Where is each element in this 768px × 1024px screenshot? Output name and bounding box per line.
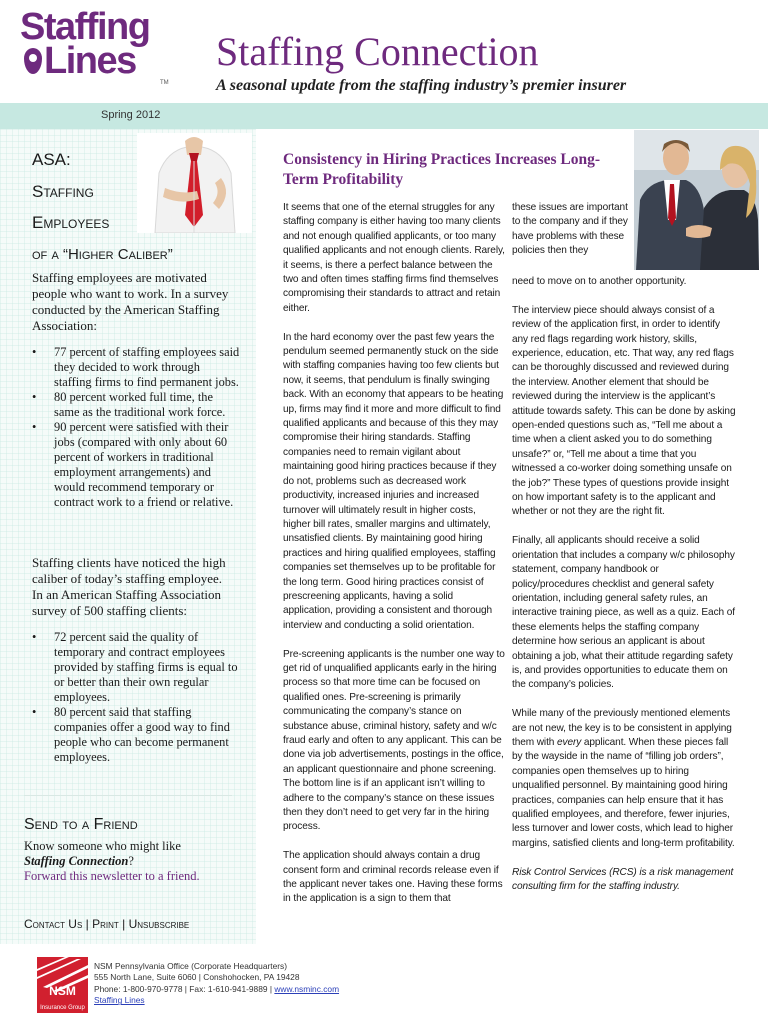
send-line-2 — [24, 854, 239, 869]
employee-stats-list — [32, 345, 240, 510]
logo-line-1: Staffing — [20, 6, 150, 48]
paragraph-part: While many of the previously mentioned elements are not new, the key is to be consistent in applying them with — [512, 708, 732, 748]
sidebar-intro: Staffing employees are motivated people who want to work. In a survey conducted by the American Staffing Association: — [32, 270, 229, 333]
article-column-2-wrap: these issues are important to the company and if they have problems with these policies then they — [512, 202, 628, 257]
footer-address — [94, 961, 339, 1007]
newsletter-subtitle: A seasonal update from the staffing industry’s premier insurer — [216, 77, 627, 94]
link-separator: | — [122, 917, 126, 931]
send-line-1: Know someone who might like — [24, 839, 181, 853]
article-column-1 — [283, 201, 505, 907]
emphasis: every — [557, 736, 582, 748]
paragraph-part: applicant. When these pieces fall by the wayside in the name of “filling job orders”, companies open themselves up to hiring unqualified personnel. By maintaining good hiring practices, companies can help ensure that it has qualified employees, and therefore, fewer injuries, less turnover and lower costs, which lead to higher margins, satisfied clients and long-term profitability. — [512, 736, 735, 849]
sidebar-heading-line-2: Staffing — [32, 182, 94, 201]
article-paragraph — [512, 707, 736, 851]
man-red-tie-illustration — [137, 133, 252, 233]
newsletter-name: Staffing Connection — [24, 854, 129, 868]
author-note: Risk Control Services (RCS) is a risk management consulting firm for the staffing industry. — [512, 866, 734, 892]
article-paragraph: In the hard economy over the past few years the pendulum seemed permanently stuck on the side with staffing companies having too few clients but now, it seems, that pendulum is finally swinging back. With an economy that appears to be heating up, firms may find it more and more difficult to find qualified applicants and because of this they may compromise their hiring standards. Staffing companies need to remain vigilant about maintaining good hiring practices because if they do not, problems such as decreased work productivity, increased injuries and increased turnover will ultimately result in higher costs, higher bill rates, smaller margins and ultimately, unsatisfied clients. By maintaining good hiring practices and hiring qualified employees, staffing companies set themselves up to be profitable for the long term. Good hiring practices consist of prescreening applicants, having a solid application, providing a consistent and thorough interview and conducting a solid orientation. — [283, 331, 504, 631]
send-to-friend-text — [24, 839, 239, 884]
list-item: • 90 percent were satisfied with their jobs (compared with only about 60 percent of workers in traditional employment arrangements) and would recommend temporary or contract work to a friend or relative. — [32, 420, 240, 510]
forward-newsletter-link[interactable]: Forward this newsletter to a friend. — [24, 869, 200, 883]
list-item: • 80 percent said that staffing companies offer a good way to find people who can become permanent employees. — [32, 705, 240, 765]
article-paragraph: The interview piece should always consist of a review of the application first, in order to identify any red flags regarding work history, skills, experience, education, etc. That way, any red flags can be thoroughly discussed and reviewed during the interview. Another element that should be reviewed during the interview is the applicant’s attitude towards safety. This can be done by asking open-ended questions such as, “Tell me about a time when a client asked you to do something unsafe?” or, “Tell me about a time that you witnessed a co-worker doing something unsafe on the job?” These types of questions provide insight on how important safety is to the applicant and whether or not they are the right fit. — [512, 304, 736, 518]
contact-us-link[interactable]: Contact Us — [24, 917, 83, 931]
article-paragraph: The application should always contain a drug consent form and criminal records release even if the applicant never takes one. Having these forms in the application is a sign to them that — [283, 850, 503, 905]
sidebar-clients-intro: Staffing clients have noticed the high caliber of today’s staffing employee. In an American Staffing Association survey of 500 staffing clients: — [32, 555, 226, 618]
phone-fax: Phone: 1-800-970-9778 | Fax: 1-610-941-9889 | — [94, 983, 275, 994]
article-paragraph: Pre-screening applicants is the number one way to get rid of unqualified applicants early in the hiring process so that more time can be focused on qualified ones. Pre-screening is primarily communicating the company’s stance on substance abuse, criminal history, safety and w/c fraud early and often to any applicant. This can be done via job advertisements, postings in the office, an applicant questionnaire and phone screening. The bottom line is if an applicant isn’t willing to adhere to the company’s stance on these issues then they don’t need to get very far in the hiring process. — [283, 648, 505, 833]
link-separator: | — [85, 917, 89, 931]
newsletter-title: Staffing Connection — [216, 29, 539, 74]
unsubscribe-link[interactable]: Unsubscribe — [128, 917, 190, 931]
staffing-lines-logo[interactable] — [20, 6, 180, 90]
sidebar-heading-line-3: Employees — [32, 213, 110, 232]
list-item: • 72 percent said the quality of temporary and contract employees provided by staffing firms is equal to or better than their own regular employees. — [32, 630, 240, 705]
footer-links — [24, 917, 189, 931]
handshake-illustration — [634, 130, 759, 270]
send-question-mark: ? — [128, 854, 134, 868]
nsm-logo-text: NSM — [49, 984, 76, 998]
client-stats-list — [32, 630, 240, 765]
send-to-friend-heading: Send to a Friend — [24, 816, 138, 833]
logo-line-2-text: Lines — [44, 40, 136, 82]
article-paragraph: Finally, all applicants should receive a solid orientation that includes a company w/c philosophy statement, company handbook or policy/procedures checklist and general safety orientation, including general safety rules, an interactive training piece, as well as a quiz. Each of these elements helps the staffing company determine how serious an applicant is about obtaining a job, what their attitude regarding safety is, and provides opportunities to educate them on the company’s policies. — [512, 535, 735, 691]
website-link[interactable]: www.nsminc.com — [274, 983, 340, 994]
sidebar-heading-line-4: of a “Higher Caliber” — [32, 246, 173, 263]
logo-trademark: TM — [160, 80, 169, 86]
issue-season: Spring 2012 — [101, 109, 161, 121]
footer-line-2: 555 North Lane, Suite 6060 | Conshohocken, PA 19428 — [94, 972, 300, 983]
sidebar-heading-line-1: ASA: — [32, 150, 71, 169]
nsm-insurance-logo[interactable] — [37, 957, 88, 1013]
footer-line-1: NSM Pennsylvania Office (Corporate Headquarters) — [94, 961, 288, 971]
staffing-lines-link[interactable]: Staffing Lines — [94, 995, 145, 1006]
nsm-logo-subtext: Insurance Group — [40, 1005, 85, 1011]
article-paragraph: need to move on to another opportunity. — [512, 276, 687, 287]
article-paragraph: It seems that one of the eternal struggles for any staffing company is either having too many clients and not enough qualified applicants, or too many qualified applicants and not enough clients. Rarely, it seems, is there a perfect balance between the two and often times staffing firms find themselves compromising their standards to attract and retain either. — [283, 202, 505, 314]
article-headline: Consistency in Hiring Practices Increases Long-Term Profitability — [283, 151, 601, 188]
speech-bubble-icon — [24, 48, 42, 74]
photo-man-red-tie — [137, 133, 252, 233]
logo-line-2 — [20, 40, 180, 82]
print-link[interactable]: Print — [92, 917, 119, 931]
nsm-logo-icon — [37, 957, 88, 1013]
article-column-2 — [512, 275, 736, 894]
sidebar-divider — [24, 795, 232, 796]
list-item: • 80 percent worked full time, the same as the traditional work force. — [32, 390, 240, 420]
list-item: • 77 percent of staffing employees said they decided to work through staffing firms to find permanent jobs. — [32, 345, 240, 390]
footer-line-3 — [94, 984, 339, 995]
photo-business-handshake — [634, 130, 759, 270]
